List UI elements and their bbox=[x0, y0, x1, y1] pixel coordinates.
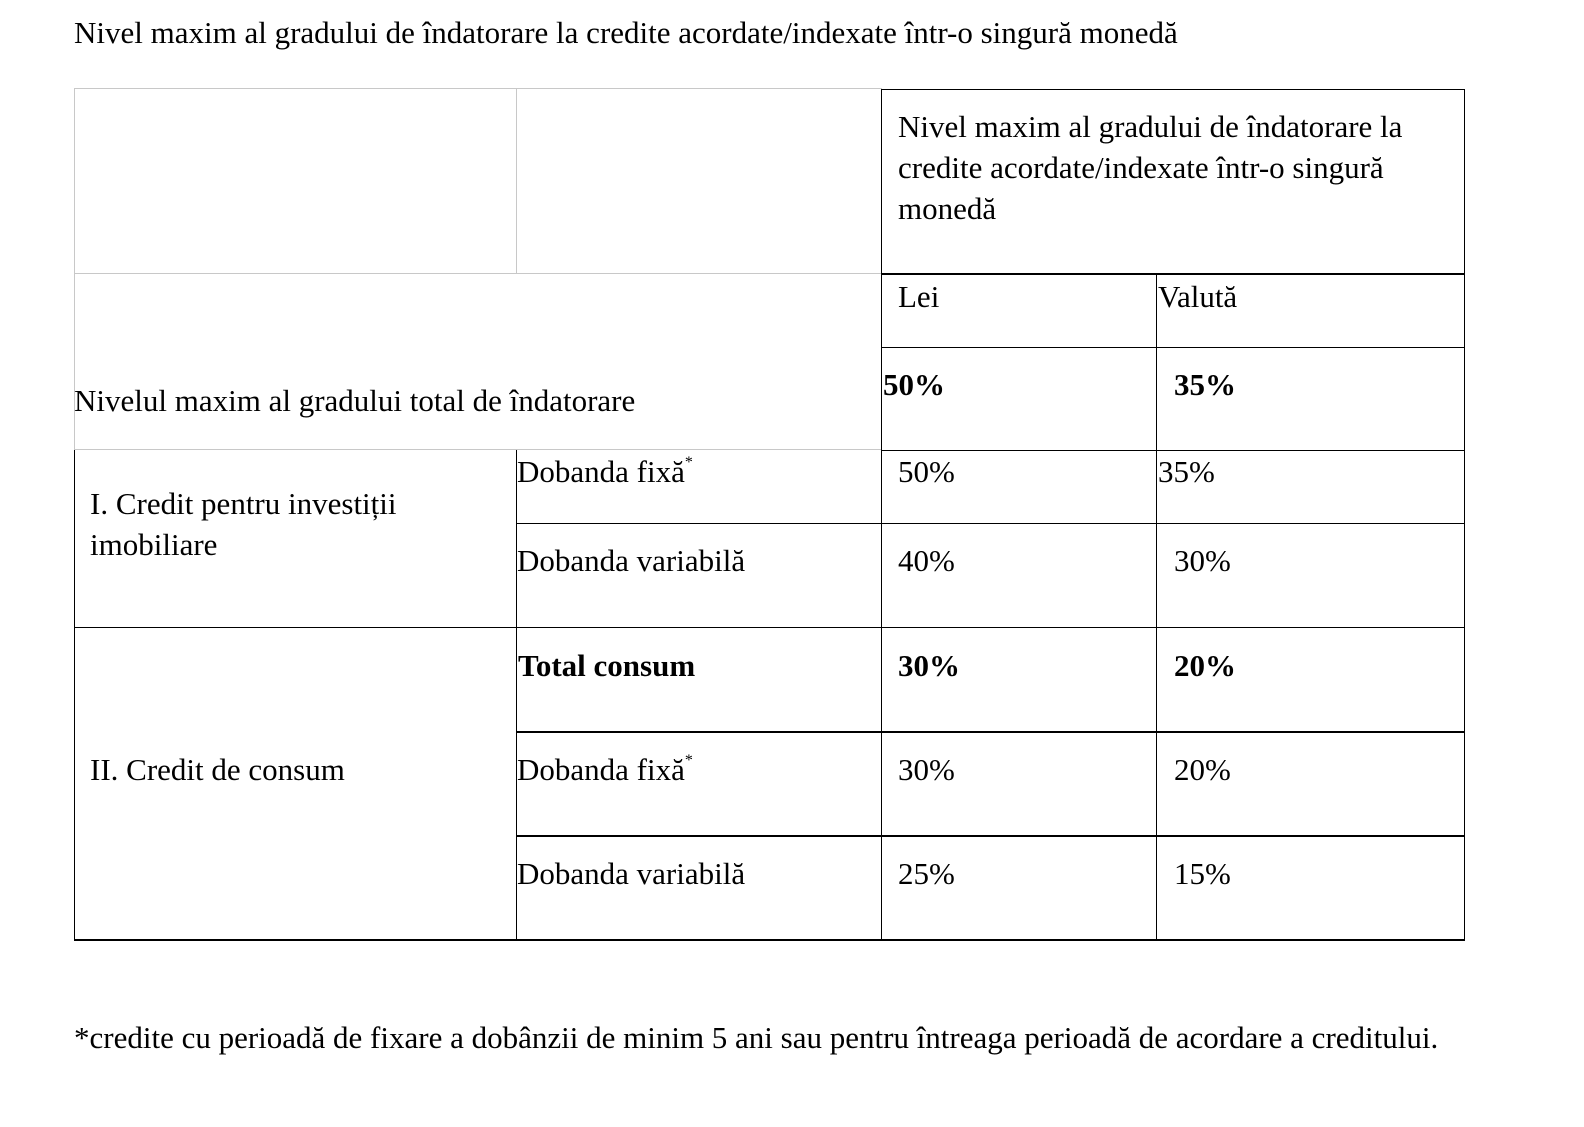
total-indebtedness-valuta: 35% bbox=[1174, 367, 1236, 402]
grid-line bbox=[516, 835, 1465, 837]
consumer-fixed-rate-label bbox=[517, 749, 693, 791]
consumer-variable-rate-lei: 25% bbox=[898, 856, 955, 891]
grid-line bbox=[74, 939, 1465, 941]
row-label-text: Dobanda fixă bbox=[517, 752, 685, 787]
consumer-fixed-rate-valuta: 20% bbox=[1174, 752, 1231, 787]
grid-line bbox=[881, 347, 1465, 348]
grid-line bbox=[881, 273, 1465, 275]
grid-line bbox=[74, 88, 882, 89]
total-indebtedness-label: Nivelul maxim al gradului total de îndatorare bbox=[74, 383, 636, 418]
consumer-variable-rate-label: Dobanda variabilă bbox=[517, 856, 746, 891]
consumer-total-valuta: 20% bbox=[1174, 648, 1236, 683]
grid-line bbox=[74, 627, 1465, 628]
column-header-lei: Lei bbox=[898, 279, 940, 314]
real-estate-variable-rate-label: Dobanda variabilă bbox=[517, 543, 746, 578]
row-label-text: Dobanda fixă bbox=[517, 454, 685, 489]
total-indebtedness-lei: 50% bbox=[883, 367, 945, 402]
footnote: *credite cu perioadă de fixare a dobânzii de minim 5 ani sau pentru întreaga perioadă de acordare a creditului. bbox=[74, 1020, 1439, 1055]
grid-line bbox=[1156, 274, 1157, 941]
real-estate-variable-rate-valuta: 30% bbox=[1174, 543, 1231, 578]
real-estate-fixed-rate-label bbox=[517, 451, 693, 493]
grid-line bbox=[74, 449, 882, 450]
column-header-valuta: Valută bbox=[1158, 279, 1238, 314]
header-group-label: Nivel maxim al gradului de îndatorare la credite acordate/indexate într-o singură monedă bbox=[898, 109, 1403, 226]
section-consumer-label: II. Credit de consum bbox=[90, 752, 345, 787]
document-title: Nivel maxim al gradului de îndatorare la credite acordate/indexate într-o singură monedă bbox=[74, 15, 1178, 50]
consumer-variable-rate-valuta: 15% bbox=[1174, 856, 1231, 891]
grid-line bbox=[516, 731, 1465, 733]
grid-line bbox=[74, 450, 75, 941]
grid-line bbox=[74, 273, 882, 274]
consumer-total-label: Total consum bbox=[518, 648, 696, 683]
grid-line bbox=[881, 89, 1465, 90]
section-real-estate-label: I. Credit pentru investiții imobiliare bbox=[90, 486, 397, 562]
real-estate-variable-rate-lei: 40% bbox=[898, 543, 955, 578]
consumer-total-lei: 30% bbox=[898, 648, 960, 683]
real-estate-fixed-rate-valuta: 35% bbox=[1158, 454, 1215, 489]
footnote-marker: * bbox=[684, 751, 693, 769]
grid-line bbox=[516, 523, 1465, 524]
real-estate-fixed-rate-lei: 50% bbox=[898, 454, 955, 489]
grid-line bbox=[1464, 89, 1465, 941]
grid-line bbox=[881, 89, 882, 941]
consumer-fixed-rate-lei: 30% bbox=[898, 752, 955, 787]
grid-line bbox=[516, 88, 517, 274]
footnote-marker: * bbox=[684, 453, 693, 471]
